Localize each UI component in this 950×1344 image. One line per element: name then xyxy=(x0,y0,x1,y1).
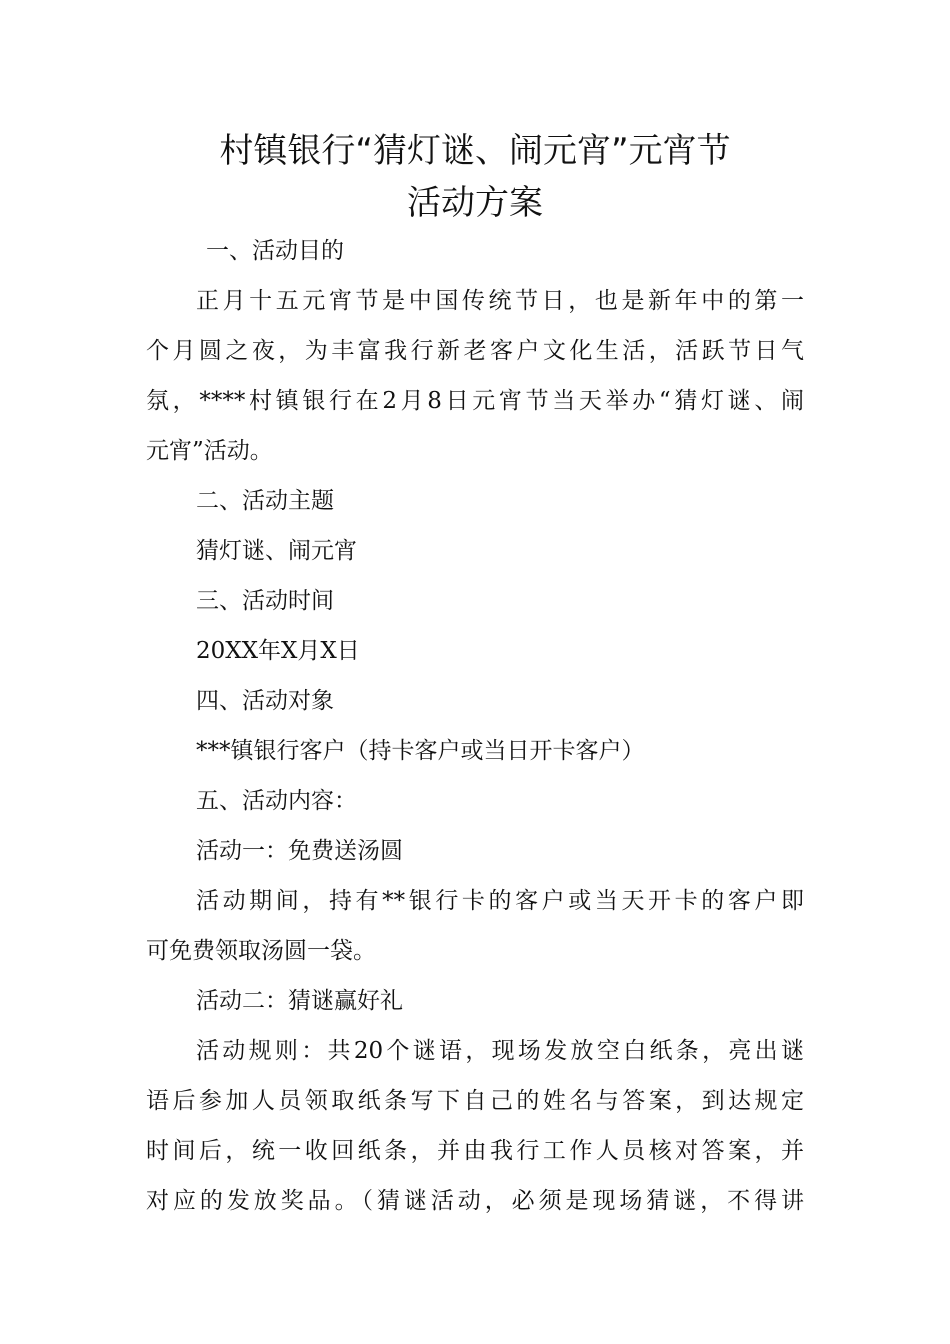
time-text: 20XX年X月X日 xyxy=(196,638,360,664)
section-heading-content: 五、活动内容： xyxy=(196,788,357,814)
audience-text: ***镇银行客户（持卡客户或当日开卡客户） xyxy=(196,738,645,764)
paragraph-line: 活动规则：共20个谜语，现场发放空白纸条，亮出谜 xyxy=(196,1038,804,1064)
paragraph-line: 时间后，统一收回纸条，并由我行工作人员核对答案，并 xyxy=(146,1138,804,1164)
paragraph-line: 活动期间，持有**银行卡的客户或当天开卡的客户即 xyxy=(196,888,804,914)
section-heading-purpose: 一、活动目的 xyxy=(206,238,344,264)
activity-one-title: 活动一：免费送汤圆 xyxy=(196,838,403,864)
activity-two-title: 活动二：猜谜赢好礼 xyxy=(196,988,403,1014)
document-title-line-2: 活动方案 xyxy=(407,183,543,223)
paragraph-line: 氛，****村镇银行在2月8日元宵节当天举办“猜灯谜、闹 xyxy=(146,388,804,414)
section-heading-time: 三、活动时间 xyxy=(196,588,334,614)
paragraph-line: 可免费领取汤圆一袋。 xyxy=(146,938,376,964)
section-heading-theme: 二、活动主题 xyxy=(196,488,334,514)
theme-text: 猜灯谜、闹元宵 xyxy=(196,538,357,564)
paragraph-line: 对应的发放奖品。（猜谜活动，必须是现场猜谜，不得讲 xyxy=(146,1188,804,1214)
paragraph-line: 个月圆之夜，为丰富我行新老客户文化生活，活跃节日气 xyxy=(146,338,804,364)
section-heading-audience: 四、活动对象 xyxy=(196,688,334,714)
paragraph-line: 语后参加人员领取纸条写下自己的姓名与答案，到达规定 xyxy=(146,1088,804,1114)
paragraph-line: 正月十五元宵节是中国传统节日，也是新年中的第一 xyxy=(196,288,804,314)
document-title-line-1: 村镇银行“猜灯谜、闹元宵”元宵节 xyxy=(219,131,731,171)
paragraph-line: 元宵”活动。 xyxy=(146,438,273,464)
